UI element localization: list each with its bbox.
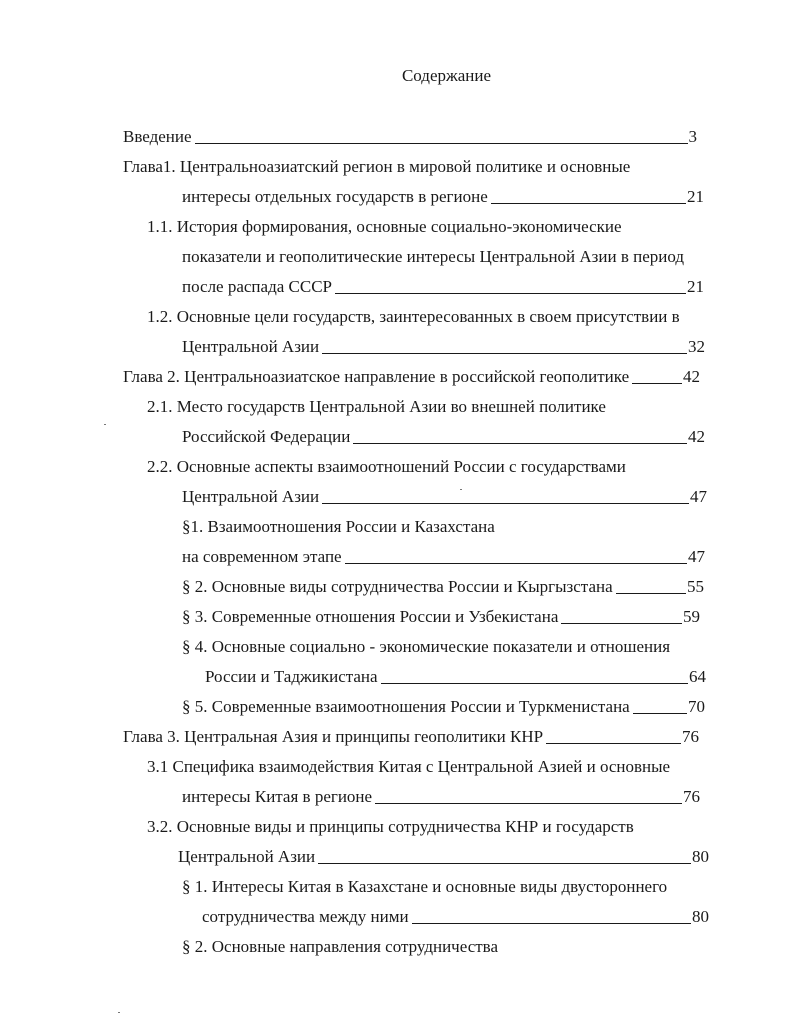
toc-page-number: 55	[687, 577, 704, 596]
toc-leader-line	[632, 383, 682, 384]
toc-leader-line	[616, 593, 686, 594]
toc-page-number: 70	[688, 697, 705, 716]
toc-entry	[147, 306, 680, 328]
scan-speck	[460, 489, 462, 490]
toc-leader-line	[318, 863, 691, 864]
toc-leader-line	[546, 743, 681, 744]
toc-leader-line	[345, 563, 687, 564]
toc-entry	[123, 366, 700, 388]
toc-entry-text: § 2. Основные виды сотрудничества России и Кыргызстана	[182, 577, 613, 596]
toc-entry	[202, 906, 709, 928]
toc-page-number: 42	[683, 367, 700, 386]
toc-entry	[182, 936, 498, 958]
toc-page-number: 32	[688, 337, 705, 356]
toc-page-number: 42	[688, 427, 705, 446]
toc-page-number: 80	[692, 907, 709, 926]
toc-page-number: 80	[692, 847, 709, 866]
toc-leader-line	[335, 293, 686, 294]
toc-entry-text: §1. Взаимоотношения России и Казахстана	[182, 517, 495, 536]
page-title: Содержание	[401, 66, 492, 85]
toc-entry-text: § 3. Современные отношения России и Узбекистана	[182, 607, 559, 626]
toc-entry-text: 3.1 Специфика взаимодействия Китая с Центральной Азией и основные	[147, 757, 671, 776]
toc-entry	[182, 876, 667, 898]
scan-speck	[104, 424, 106, 425]
toc-page-number: 21	[687, 187, 704, 206]
toc-entry	[205, 666, 706, 688]
toc-entry-text: Глава 3. Центральная Азия и принципы геополитики КНР	[123, 727, 544, 746]
toc-leader-line	[412, 923, 691, 924]
toc-entry	[182, 276, 704, 298]
toc-leader-line	[633, 713, 687, 714]
toc-leader-line	[322, 353, 687, 354]
toc-entry	[182, 606, 700, 628]
toc-entry-text: интересы отдельных государств в регионе	[182, 187, 488, 206]
toc-page-number: 59	[683, 607, 700, 626]
toc-leader-line	[381, 683, 688, 684]
toc-entry	[182, 696, 705, 718]
toc-entry-text: Центральной Азии	[182, 337, 320, 356]
toc-entry	[178, 846, 709, 868]
toc-entry-text: России и Таджикистана	[205, 667, 378, 686]
toc-entry-text: 3.2. Основные виды и принципы сотрудничества КНР и государств	[147, 817, 634, 836]
toc-entry-text: § 5. Современные взаимоотношения России и Туркменистана	[182, 697, 630, 716]
toc-entry	[182, 516, 495, 538]
toc-entry-text: Глава 2. Центральноазиатское направление в российской геополитике	[123, 367, 630, 386]
toc-entry	[147, 396, 606, 418]
toc-page-number: 76	[683, 787, 700, 806]
toc-entry-text: Глава1. Центральноазиатский регион в мировой политике и основные	[123, 157, 631, 176]
toc-entry-text: § 2. Основные направления сотрудничества	[182, 937, 499, 956]
toc-entry-text: Центральной Азии	[182, 487, 320, 506]
toc-entry-text: Введение	[123, 127, 192, 146]
toc-entry-text: § 1. Интересы Китая в Казахстане и основные виды двустороннего	[182, 877, 668, 896]
toc-entry-text: § 4. Основные социально - экономические показатели и отношения	[182, 637, 671, 656]
toc-page-number: 21	[687, 277, 704, 296]
toc-entry-text: 2.1. Место государств Центральной Азии во внешней политике	[147, 397, 606, 416]
toc-entry	[182, 786, 700, 808]
toc-entry	[123, 156, 630, 178]
toc-entry	[182, 186, 704, 208]
toc-entry-text: 2.2. Основные аспекты взаимоотношений России с государствами	[147, 457, 626, 476]
toc-entry	[147, 756, 670, 778]
toc-entry	[147, 216, 622, 238]
toc-entry	[182, 546, 705, 568]
toc-entry-text: 1.1. История формирования, основные социально-экономические	[147, 217, 622, 236]
scan-speck	[118, 1012, 120, 1013]
toc-leader-line	[561, 623, 682, 624]
toc-entry-text: сотрудничества между ними	[202, 907, 409, 926]
toc-entry	[123, 726, 699, 748]
toc-page-number: 3	[688, 127, 697, 146]
toc-entry-text: Российской Федерации	[182, 427, 351, 446]
toc-entry-text: показатели и геополитические интересы Центральной Азии в период	[182, 247, 685, 266]
toc-entry	[182, 486, 707, 508]
toc-entry	[147, 456, 626, 478]
toc-entry	[147, 816, 634, 838]
toc-leader-line	[353, 443, 687, 444]
toc-page-number: 76	[682, 727, 699, 746]
toc-entry-text: после распада СССР	[182, 277, 332, 296]
toc-entry	[182, 246, 684, 268]
toc-entry	[182, 636, 670, 658]
toc-leader-line	[375, 803, 682, 804]
toc-leader-line	[491, 203, 686, 204]
toc-page-number: 47	[690, 487, 707, 506]
toc-page-number: 47	[688, 547, 705, 566]
toc-leader-line	[195, 143, 688, 144]
toc-entry	[182, 336, 705, 358]
toc-entry	[182, 426, 705, 448]
toc-entry-text: на современном этапе	[182, 547, 342, 566]
toc-entry	[123, 126, 697, 148]
toc-entry-text: Центральной Азии	[178, 847, 316, 866]
toc-page-number: 64	[689, 667, 706, 686]
toc-leader-line	[322, 503, 689, 504]
toc-entry	[182, 576, 704, 598]
toc-entry-text: интересы Китая в регионе	[182, 787, 373, 806]
toc-entry-text: 1.2. Основные цели государств, заинтересованных в своем присутствии в	[147, 307, 680, 326]
